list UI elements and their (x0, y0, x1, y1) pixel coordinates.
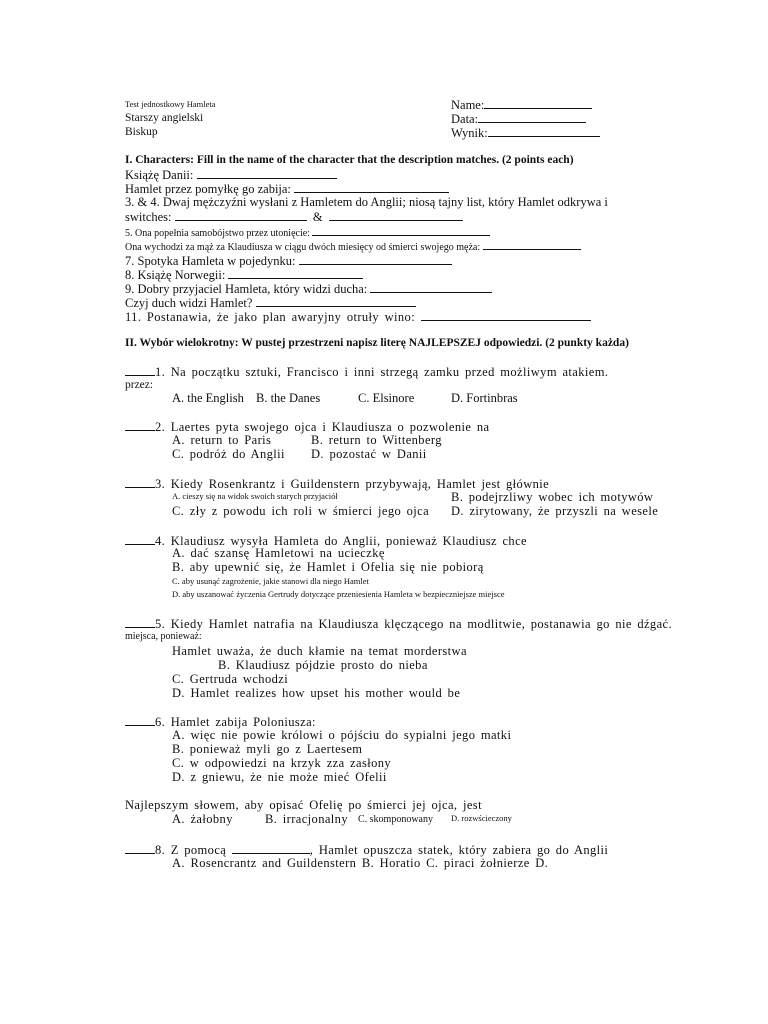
option-b: B. the Danes (256, 391, 321, 405)
char-item-8 (125, 267, 363, 282)
question-stem: 3. Kiedy Rosenkrantz i Guildenstern przybywają, Hamlet jest głównie (155, 477, 550, 491)
answer-blank[interactable] (228, 267, 363, 279)
score-field-row (451, 125, 600, 140)
option-list: A. Rosencrantz and Guildenstern B. Horatio C. piraci żołnierze D. (172, 856, 549, 870)
option-a: A. więc nie powie królowi o pójściu do sypialni jego matki (172, 728, 512, 742)
date-label: Data: (451, 112, 479, 126)
answer-blank[interactable] (125, 476, 155, 488)
char-item-label: 11. Postanawia, że jako plan awaryjny otruły wino: (125, 310, 416, 324)
option-d: D. pozostać w Danii (311, 447, 427, 461)
question-stem: 4. Klaudiusz wysyła Hamleta do Anglii, ponieważ Klaudiusz chce (155, 534, 527, 548)
char-item-label: 7. Spotyka Hamleta w pojedynku: (125, 254, 296, 268)
char-item-11 (125, 309, 591, 324)
question-stem-post: , Hamlet opuszcza statek, który zabiera go do Anglii (309, 843, 609, 857)
option-b: B. podejrzliwy wobec ich motywów (451, 490, 654, 504)
option-d: D. aby uszanować życzenia Gertrudy dotyczące przeniesienia Hamleta w bezpieczniejsze miejsce (172, 589, 505, 599)
name-field-row (451, 97, 592, 112)
option-b: B. Klaudiusz pójdzie prosto do nieba (218, 658, 428, 672)
answer-blank[interactable] (483, 238, 581, 250)
question-stem: 5. Kiedy Hamlet natrafia na Klaudiusza klęczącego na modlitwie, postanawia go nie dźgać. (155, 617, 673, 631)
answer-blank[interactable] (125, 842, 155, 854)
option-a: A. żałobny (172, 812, 233, 826)
answer-blank[interactable] (125, 533, 155, 545)
answer-blank[interactable] (299, 253, 452, 265)
option-d: D. z gniewu, że nie może mieć Ofelii (172, 770, 387, 784)
option-d: D. Fortinbras (451, 391, 518, 405)
option-c: C. Gertruda wchodzi (172, 672, 289, 686)
char-item-1 (125, 167, 337, 182)
option-a: A. the English (172, 391, 244, 405)
question-stem: 1. Na początku sztuki, Francisco i inni strzegą zamku przed możliwym atakiem. (155, 365, 609, 379)
section1-heading: I. Characters: Fill in the name of the character that the description matches. (2 points each) (125, 154, 574, 166)
question-stem-pre: 8. Z pomocą (155, 843, 227, 857)
option-c: C. podróż do Anglii (172, 447, 285, 461)
char-item-9 (125, 281, 492, 296)
question-6 (125, 714, 316, 729)
header-class: Starszy angielski (125, 112, 204, 124)
ampersand: & (312, 210, 323, 224)
option-d: D. Hamlet realizes how upset his mother would be (172, 686, 461, 700)
option-a: Hamlet uważa, że duch kłamie na temat morderstwa (172, 644, 467, 658)
option-b: B. ponieważ myli go z Laertesem (172, 742, 363, 756)
option-b: B. irracjonalny (265, 812, 348, 826)
char-item-3-4: 3. & 4. Dwaj mężczyźni wysłani z Hamletem do Anglii; niosą tajny list, który Hamlet odkrywa i (125, 195, 608, 209)
question-stem: 6. Hamlet zabija Poloniusza: (155, 715, 316, 729)
option-c: C. w odpowiedzi na krzyk zza zasłony (172, 756, 392, 770)
question-5 (125, 616, 672, 631)
date-field[interactable] (478, 111, 586, 123)
char-item-label: 8. Książę Norwegii: (125, 268, 226, 282)
name-field[interactable] (484, 97, 592, 109)
answer-blank[interactable] (125, 714, 155, 726)
char-item-label: Czyj duch widzi Hamlet? (125, 296, 253, 310)
answer-blank[interactable] (421, 309, 591, 321)
answer-blank[interactable] (329, 209, 463, 221)
question-7: Najlepszym słowem, aby opisać Ofelię po śmierci jej ojca, jest (125, 798, 482, 812)
answer-blank[interactable] (125, 419, 155, 431)
option-c: C. skomponowany (358, 814, 433, 825)
char-item-label: switches: (125, 210, 172, 224)
char-item-10 (125, 295, 416, 310)
char-item-label: 5. Ona popełnia samobójstwo przez utonięcie: (125, 228, 310, 239)
answer-blank[interactable] (312, 224, 490, 236)
date-field-row (451, 111, 586, 126)
answer-blank[interactable] (175, 209, 307, 221)
header-teacher: Biskup (125, 126, 158, 138)
char-item-7 (125, 253, 452, 268)
score-field[interactable] (488, 125, 600, 137)
question-1-cont: przez: (125, 379, 154, 391)
answer-blank[interactable] (125, 616, 155, 628)
option-a: A. dać szansę Hamletowi na ucieczkę (172, 546, 385, 560)
question-1 (125, 364, 608, 379)
score-label: Wynik: (451, 126, 488, 140)
option-c: C. aby usunąć zagrożenie, jakie stanowi dla niego Hamlet (172, 576, 369, 586)
option-b: B. aby upewnić się, że Hamlet i Ofelia się nie pobiorą (172, 560, 484, 574)
answer-blank[interactable] (370, 281, 492, 293)
question-8 (125, 842, 608, 857)
section2-heading: II. Wybór wielokrotny: W pustej przestrzeni napisz literę NAJLEPSZEJ odpowiedzi. (2 punkty każda) (125, 337, 629, 349)
option-d: D. rozwścieczony (451, 813, 512, 823)
answer-blank[interactable] (232, 842, 310, 854)
char-item-label: Książę Danii: (125, 168, 194, 182)
question-2 (125, 419, 489, 434)
option-c: C. Elsinore (358, 391, 415, 405)
option-a: A. return to Paris (172, 433, 272, 447)
answer-blank[interactable] (256, 295, 416, 307)
name-label: Name: (451, 98, 485, 112)
option-d: D. zirytowany, że przyszli na wesele (451, 504, 659, 518)
answer-blank[interactable] (197, 167, 337, 179)
answer-blank[interactable] (294, 181, 449, 193)
char-item-label: Hamlet przez pomyłkę go zabija: (125, 182, 291, 196)
question-stem: 2. Laertes pyta swojego ojca i Klaudiusza o pozwolenie na (155, 420, 490, 434)
header-test-title: Test jednostkowy Hamleta (125, 99, 216, 109)
char-item-3-4-cont (125, 209, 463, 224)
question-5-cont: miejsca, ponieważ: (125, 631, 202, 642)
char-item-label: 9. Dobry przyjaciel Hamleta, który widzi ducha: (125, 282, 368, 296)
option-a: A. cieszy się na widok swoich starych przyjaciół (172, 491, 338, 501)
answer-blank[interactable] (125, 364, 155, 376)
option-c: C. zły z powodu ich roli w śmierci jego ojca (172, 504, 430, 518)
char-item-2 (125, 181, 449, 196)
char-item-label: Ona wychodzi za mąż za Klaudiusza w ciągu dwóch miesięcy od śmierci swojego męża: (125, 242, 481, 253)
option-b: B. return to Wittenberg (311, 433, 442, 447)
